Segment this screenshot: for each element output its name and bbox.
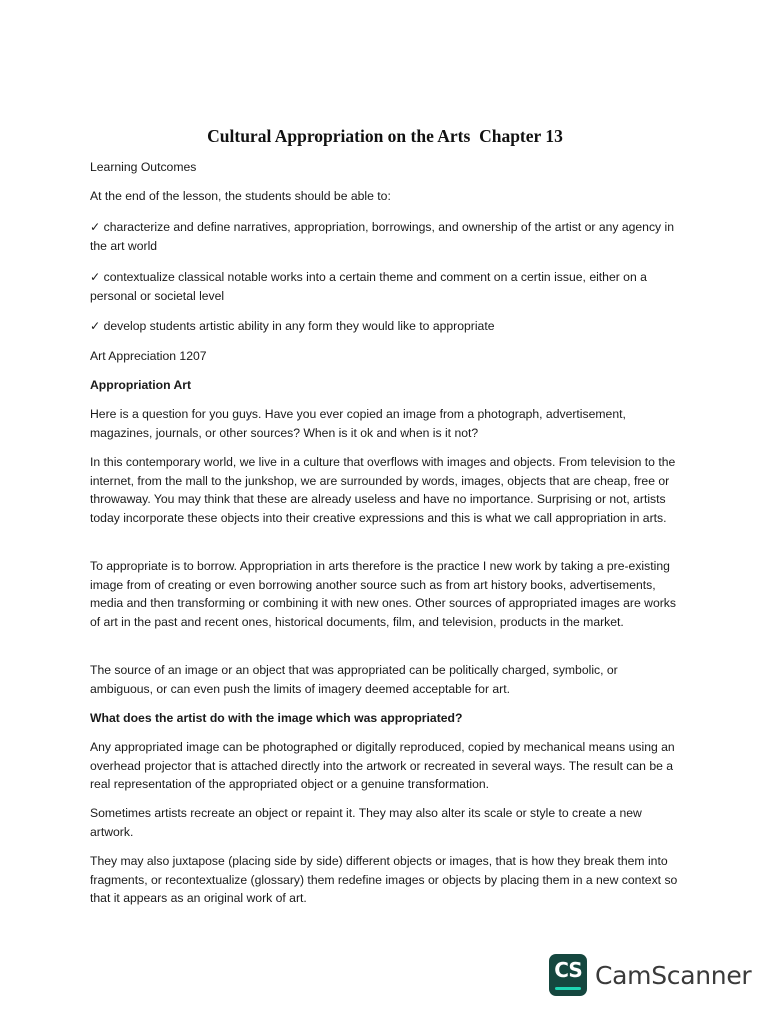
section-heading-what-does: What does the artist do with the image which was appropriated? [90, 711, 463, 725]
camscanner-badge-text: CS [554, 958, 582, 982]
section-heading-appropriation-art: Appropriation Art [90, 378, 192, 392]
outcome-item-3: ✓ develop students artistic ability in any form they would like to appropriate [90, 319, 495, 333]
paragraph-to-appropriate: To appropriate is to borrow. Appropriation in arts therefore is the practice I new work by taking a pre-existing image from of creating or even borrowing another source such as from art history books, advertisements, media and then transforming or combining it with new ones. Other sources of appropriated images are works of art in the past and recent ones, historical documents, film, and television, products in the market. [90, 559, 676, 629]
outcome-item-1: ✓ characterize and define narratives, appropriation, borrowings, and ownership of the artist or any agency in the art world [90, 220, 675, 253]
paragraph-contemporary: In this contemporary world, we live in a culture that overflows with images and objects. From television to the internet, from the mall to the junkshop, we are surrounded by words, images, objects that are cheap, free or throwaway. You may think that these are already useless and have no importance. Surprising or not, artists today incorporate these objects into their creative expressions and this is what we call appropriation in arts. [90, 455, 676, 525]
paragraph-question: Here is a question for you guys. Have you ever copied an image from a photograph, advertisement, magazines, journals, or other sources? When is it ok and when is it not? [90, 407, 626, 440]
camscanner-logo-icon [549, 954, 587, 996]
course-label: Art Appreciation 1207 [90, 349, 207, 363]
camscanner-watermark [549, 953, 751, 997]
document-title: Cultural Appropriation on the Arts Chapter 13 [207, 126, 563, 146]
paragraph-juxtapose: They may also juxtapose (placing side by side) different objects or images, that is how they break them into fragments, or recontextualize (glossary) them redefine images or objects by placing them in a new context so that it appears as an original work of art. [90, 854, 678, 906]
learning-outcomes-label: Learning Outcomes [90, 160, 197, 174]
intro-text: At the end of the lesson, the students should be able to: [90, 189, 391, 203]
paragraph-source: The source of an image or an object that was appropriated can be politically charged, symbolic, or ambiguous, or can even push the limits of imagery deemed acceptable for art. [90, 663, 618, 696]
paragraph-sometimes: Sometimes artists recreate an object or repaint it. They may also alter its scale or style to create a new artwork. [90, 806, 642, 839]
paragraph-any-image: Any appropriated image can be photographed or digitally reproduced, copied by mechanical means using an overhead projector that is attached directly into the artwork or recreated in several ways. The result can be a real representation of the appropriated object or a genuine transformation. [90, 740, 675, 792]
camscanner-wordmark: CamScanner [595, 960, 752, 990]
camscanner-badge-bar [555, 987, 581, 990]
outcome-item-2: ✓ contextualize classical notable works into a certain theme and comment on a certin issue, either on a personal or societal level [90, 270, 647, 303]
